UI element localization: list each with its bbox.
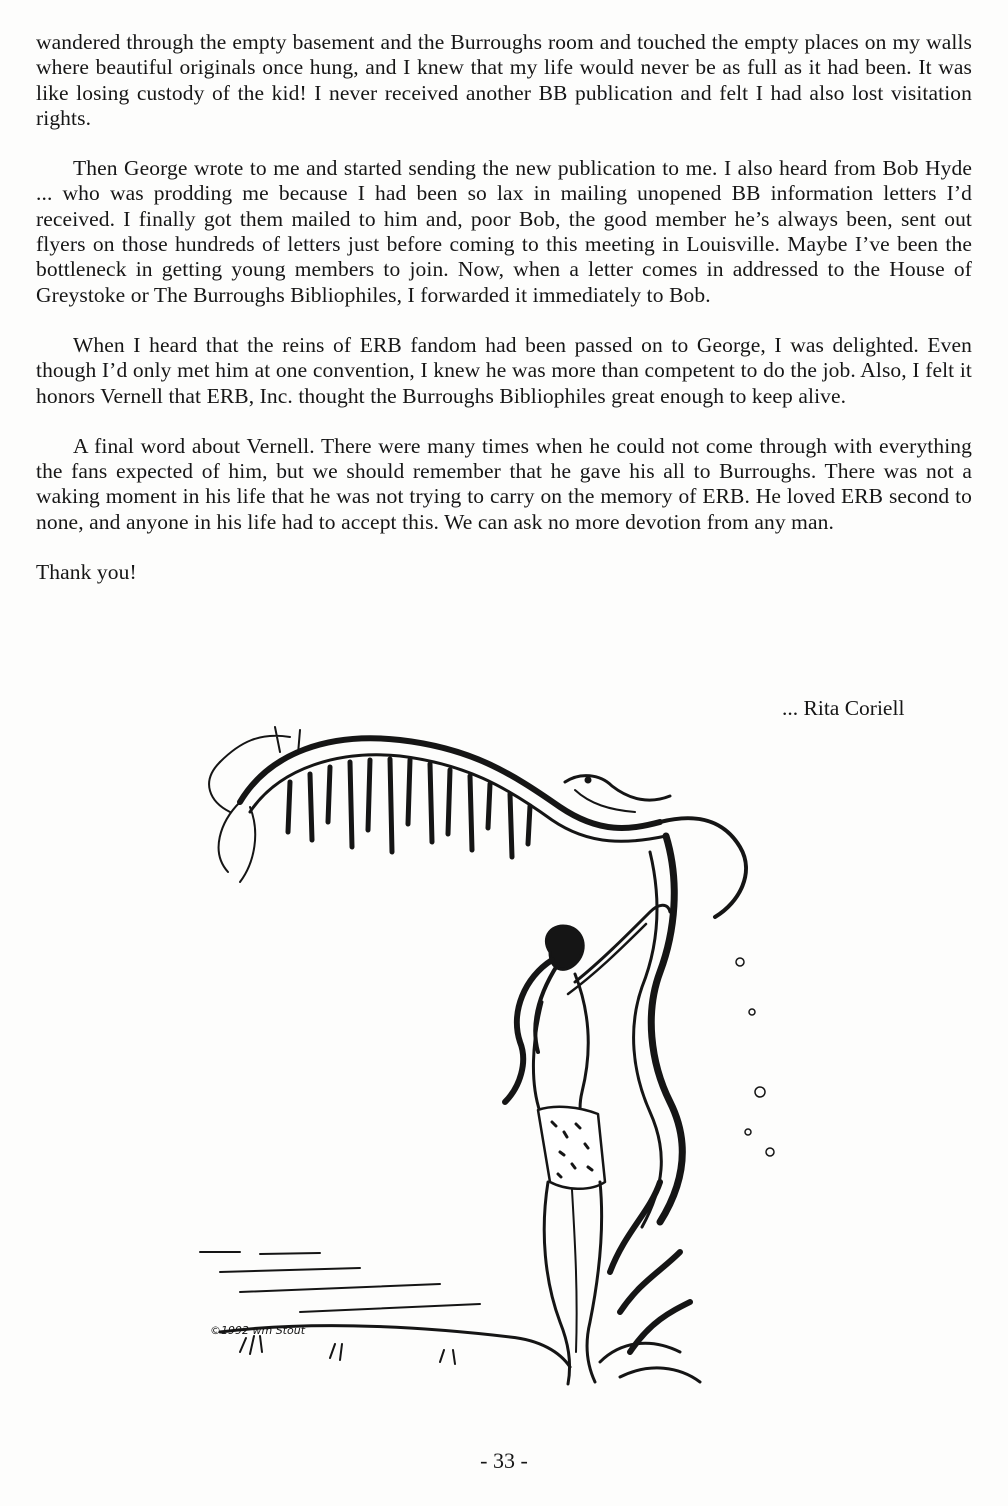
body-text bbox=[36, 30, 972, 610]
paragraph-4: A final word about Vernell. There were many times when he could not come through with everything the fans expected of him, but we should remember that he gave his all to Burroughs. There was not a waking moment in his life that he was not trying to carry on the memory of ERB. He loved ERB second to none, and anyone in his life had to accept this. We can ask no more devotion from any man. bbox=[36, 433, 972, 534]
closing-line: Thank you! bbox=[36, 560, 137, 585]
author-signature: ... Rita Coriell bbox=[782, 696, 905, 720]
paragraph-3: When I heard that the reins of ERB fandom had been passed on to George, I was delighted. Even though I’d only met him at one convention, I knew he was more than competent to do the job. Also, I felt it honors Vernell that ERB, Inc. thought the Burroughs Bibliophiles great enough to keep alive. bbox=[36, 332, 972, 408]
jungle-woman-illustration bbox=[180, 712, 820, 1412]
paragraph-2: Then George wrote to me and started sending the new publication to me. I also heard from Bob Hyde ... who was prodding me because I had been so lax in mailing unopened BB information letters I’d received. I finally got them mailed to him and, poor Bob, the good member he’s always been, sent out flyers on those hundreds of letters just before coming to this meeting in Louisville. Maybe I’ve been the bottleneck in getting young members to join. Now, when a letter comes in addressed to the House of Greystoke or The Burroughs Bibliophiles, I forwarded it immediately to Bob. bbox=[36, 156, 972, 307]
page-number: - 33 - bbox=[480, 1448, 528, 1473]
paragraph-1: wandered through the empty basement and the Burroughs room and touched the empty places on my walls where beautiful originals once hung, and I knew that my life would never be as full as it had been. It was like losing custody of the kid! I never received another BB publication and felt I had also lost visitation rights. bbox=[36, 30, 972, 130]
artist-signature: ©1992 wm Stout bbox=[210, 1324, 306, 1337]
